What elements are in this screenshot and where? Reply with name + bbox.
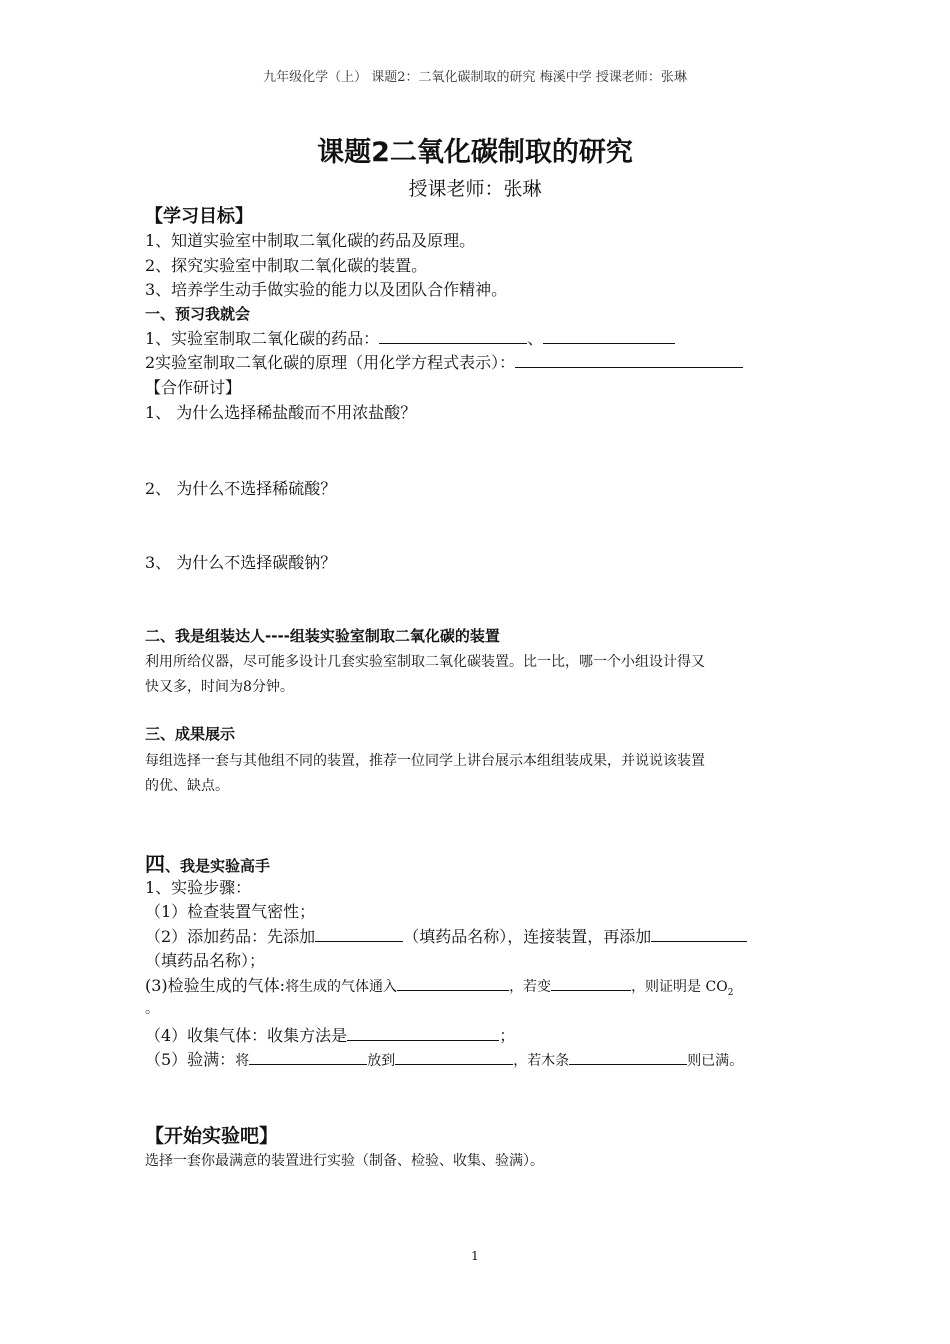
page-subtitle: 授课老师：张琳	[408, 178, 542, 200]
section-3-heading: 三、成果展示	[145, 725, 236, 743]
step-4	[145, 1023, 515, 1046]
start-heading: 【开始实验吧】	[145, 1125, 279, 1147]
blank-collect-method[interactable]	[347, 1024, 499, 1041]
section-3-line-1: 每组选择一套与其他组不同的装置，推荐一位同学上讲台展示本组组装成果，并说说该装置	[145, 753, 705, 769]
question-drugs-label: 1、实验室制取二氧化碳的药品：	[145, 329, 380, 348]
section-2-line-2: 快又多，时间为8分钟。	[145, 679, 294, 695]
section-2-line-1: 利用所给仪器，尽可能多设计几套实验室制取二氧化碳装置。比一比，哪一个小组设计得又	[145, 654, 705, 670]
step-5-text-d: ，若木条	[513, 1053, 570, 1069]
step-2-text-b: （填药品名称），连接装置，再添加	[403, 927, 652, 946]
step-3-text-b: 将生成的气体通入	[285, 979, 398, 995]
step-3-text-d: ，则证明是 CO	[631, 979, 728, 995]
blank-stick-result[interactable]	[569, 1048, 687, 1065]
step-5-text-e: 则已满。	[687, 1053, 744, 1069]
question-drugs-sep: 、	[527, 329, 544, 348]
blank-place-what[interactable]	[249, 1048, 367, 1065]
discuss-heading: 【合作研讨】	[145, 378, 242, 397]
step-2	[145, 924, 747, 947]
section-3-line-2: 的优、缺点。	[145, 778, 229, 794]
section-1-heading: 一、预习我就会	[145, 305, 251, 323]
goal-item-3: 3、培养学生动手做实验的能力以及团队合作精神。	[145, 280, 508, 299]
section-4-heading	[145, 848, 270, 877]
step-4-text-b: ；	[499, 1026, 516, 1045]
step-3	[145, 973, 733, 998]
step-5-text-a: （5）验满：	[145, 1050, 236, 1069]
co2-subscript: 2	[727, 988, 734, 999]
question-principle-label: 2实验室制取二氧化碳的原理（用化学方程式表示）：	[145, 353, 516, 372]
blank-place-where[interactable]	[395, 1048, 513, 1065]
start-line: 选择一套你最满意的装置进行实验（制备、检验、收集、验满）。	[145, 1153, 544, 1169]
discuss-item-3: 3、 为什么不选择碳酸钠？	[145, 553, 337, 572]
blank-principle[interactable]	[515, 351, 743, 368]
step-3-text-c: ，若变	[509, 979, 552, 995]
page-number: 1	[471, 1249, 479, 1263]
step-2-text-a: （2）添加药品：先添加	[145, 927, 316, 946]
section-4-heading-number: 四	[145, 852, 165, 876]
step-5	[145, 1047, 743, 1070]
goal-item-1: 1、知道实验室中制取二氧化碳的药品及原理。	[145, 231, 476, 250]
page-header: 九年级化学（上） 课题2：二氧化碳制取的研究 梅溪中学 授课老师：张琳	[263, 70, 687, 85]
blank-becomes[interactable]	[551, 974, 631, 991]
page-title: 课题2二氧化碳制取的研究	[317, 137, 633, 168]
step-2-cont: （填药品名称）；	[145, 951, 266, 970]
blank-second-drug[interactable]	[651, 925, 747, 942]
step-5-text-b: 将	[235, 1053, 250, 1069]
step-5-text-c: 放到	[367, 1053, 396, 1069]
steps-label: 1、实验步骤：	[145, 878, 252, 897]
section-4-heading-text: 、我是实验高手	[165, 857, 271, 875]
question-principle	[145, 350, 743, 373]
blank-first-drug[interactable]	[315, 925, 403, 942]
section-2-heading: 二、我是组装达人----组装实验室制取二氧化碳的装置	[145, 627, 500, 645]
blank-gas-into[interactable]	[397, 974, 509, 991]
step-3-text-a: (3)检验生成的气体:	[145, 976, 286, 995]
goals-heading: 【学习目标】	[145, 206, 253, 227]
goal-item-2: 2、探究实验室中制取二氧化碳的装置。	[145, 256, 428, 275]
question-drugs	[145, 326, 675, 349]
blank-drug-1[interactable]	[379, 327, 527, 344]
step-1: （1）检查装置气密性；	[145, 902, 316, 921]
discuss-item-1: 1、 为什么选择稀盐酸而不用浓盐酸？	[145, 403, 417, 422]
discuss-item-2: 2、 为什么不选择稀硫酸？	[145, 479, 337, 498]
step-4-text-a: （4）收集气体：收集方法是	[145, 1026, 348, 1045]
blank-drug-2[interactable]	[543, 327, 675, 344]
step-3-end: 。	[145, 1001, 159, 1017]
